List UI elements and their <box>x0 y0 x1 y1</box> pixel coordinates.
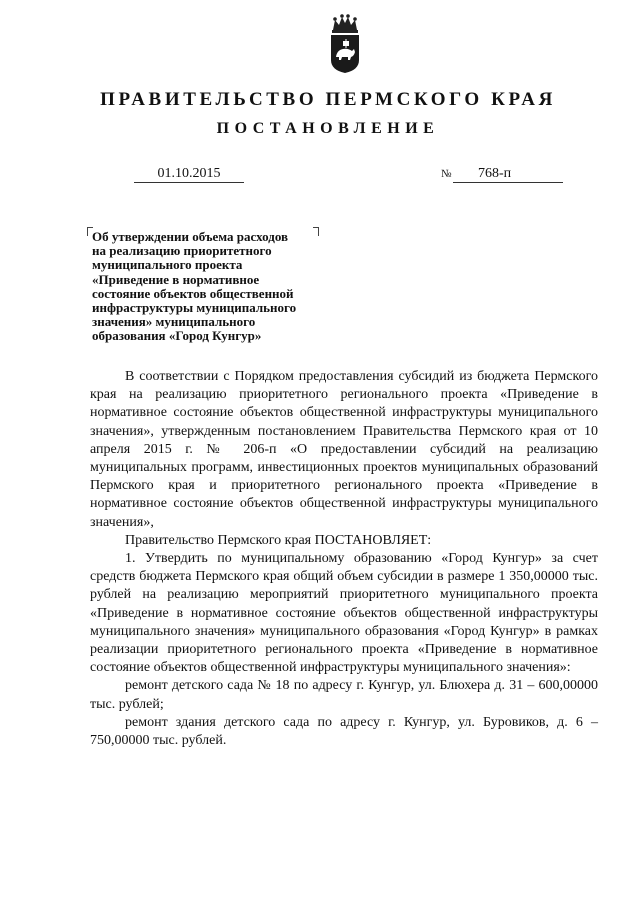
resolution-paragraph: Правительство Пермского края ПОСТАНОВЛЯЕТ: <box>125 532 432 548</box>
government-title: ПРАВИТЕЛЬСТВО ПЕРМСКОГО КРАЯ <box>100 89 556 110</box>
document-date: 01.10.2015 <box>134 166 244 183</box>
subject-line: инфраструктуры муниципального <box>92 300 297 316</box>
subject-line: на реализацию приоритетного <box>92 243 272 259</box>
clause-1-paragraph: 1. Утвердить по муниципальному образованию «Город Кунгур» за счет средств бюджета Пермского края общий объем субсидии в размере 1 350,00000 тыс. рублей на реализацию мероприятий приоритетного муниципального проекта «Приведение в нормативное состояние объектов общественной инфраструктуры муниципального значения» муниципального образования «Город Кунгур» в рамках реализации приоритетного регионального проекта «Приведение в нормативное состояние объектов общественной инфраструктуры муниципального значения»: <box>90 551 598 676</box>
coat-of-arms-icon <box>327 12 363 74</box>
subject-line: Об утверждении объема расходов <box>92 229 289 244</box>
repair-item-1: ремонт детского сада № 18 по адресу г. Кунгур, ул. Блюхера д. 31 – 600,00000 тыс. рублей; <box>90 678 598 712</box>
document-number: 768-п <box>453 166 563 183</box>
subject-line: значения» муниципального <box>92 314 256 330</box>
subject-line: муниципального проекта <box>92 257 243 273</box>
document-body <box>90 368 598 750</box>
number-sign: № <box>441 168 452 180</box>
subject-line: «Приведение в нормативное <box>92 271 260 287</box>
document-type: ПОСТАНОВЛЕНИЕ <box>216 120 440 137</box>
subject-line: образования «Город Кунгур» <box>92 328 262 344</box>
subject-line: состояние объектов общественной <box>92 285 294 301</box>
document-subject <box>92 230 332 344</box>
repair-item-2: ремонт здания детского сада по адресу г. Кунгур, ул. Буровиков, д. 6 – 750,00000 тыс. рублей. <box>90 714 598 749</box>
preamble-paragraph: В соответствии с Порядком предоставления субсидий из бюджета Пермского края на реализацию приоритетного регионального проекта «Приведение в нормативное состояние объектов общественной инфраструктуры муниципального значения», утвержденным постановлением Правительства Пермского края от 10 апреля 2015 г. № 206-п «О предоставлении субсидий на реализацию муниципальных программ, инвестиционных проектов муниципальных образований Пермского края и приоритетного регионального проекта «Приведение в нормативное состояние объектов общественной инфраструктуры муниципального значения», <box>90 369 598 530</box>
